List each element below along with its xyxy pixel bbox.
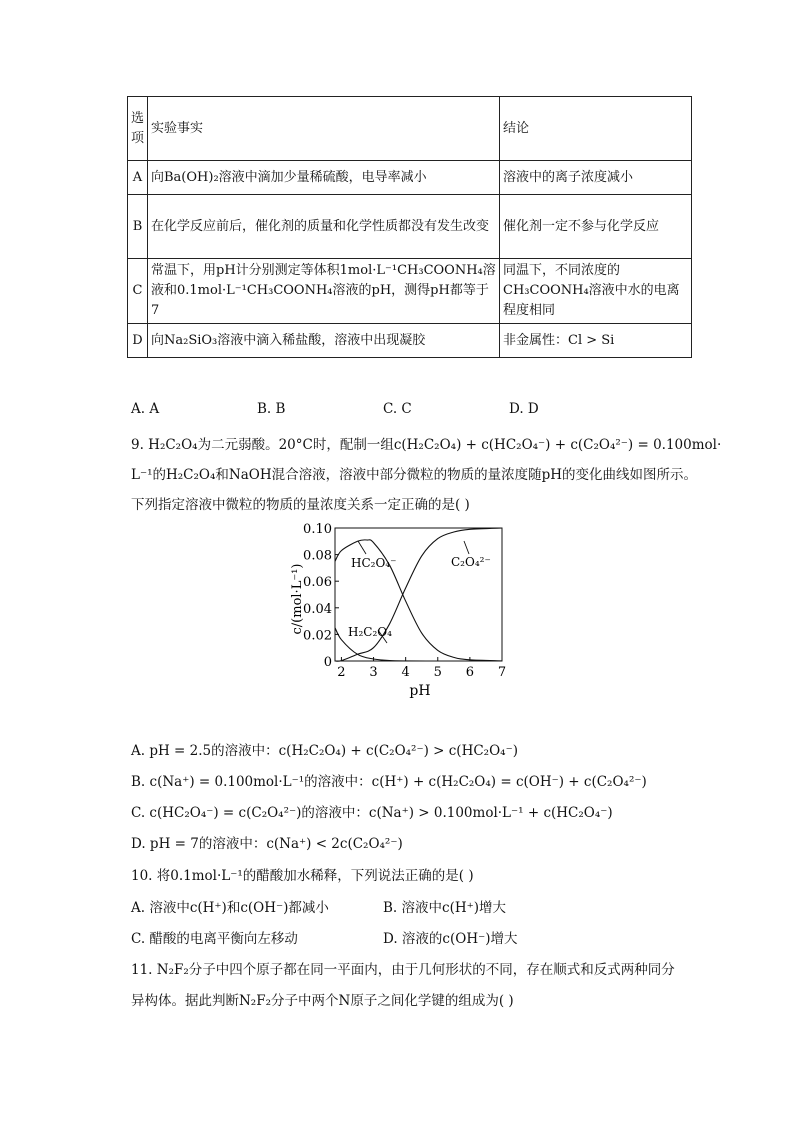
y-axis-label: c/(mol·L⁻¹) (290, 563, 305, 635)
table-row (128, 161, 692, 195)
q11-stem-line2: 异构体。据此判断N₂F₂分子中两个N原子之间化学键的组成为( ) (131, 993, 514, 1009)
option-c: C. 醋酸的电离平衡向左移动 (131, 931, 298, 947)
row-option: D (128, 324, 148, 358)
row-conclusion: 非金属性：Cl > Si (500, 324, 692, 358)
q8-table (127, 96, 692, 358)
header-fact: 实验事实 (148, 97, 500, 161)
table-row (128, 195, 692, 259)
series-label: C₂O₄²⁻ (451, 555, 491, 569)
series-label: H₂C₂O₄ (348, 625, 392, 639)
option-a: A. 溶液中c(H⁺)和c(OH⁻)都减小 (131, 900, 329, 916)
option-c: C. C (383, 401, 412, 417)
row-fact: 向Ba(OH)₂溶液中滴加少量稀硫酸，电导率减小 (148, 161, 500, 195)
q10-options-row2 (131, 927, 518, 947)
option-d: D. 溶液的c(OH⁻)增大 (383, 931, 518, 947)
chart-axes (335, 528, 502, 661)
y-tick-label: 0 (323, 655, 332, 670)
row-option: A (128, 161, 148, 195)
chart-ticks (303, 522, 506, 680)
x-tick-label: 7 (497, 665, 507, 680)
option-b: B. B (257, 401, 286, 417)
row-fact: 常温下，用pH计分别测定等体积1mol·L⁻¹CH₃COONH₄溶液和0.1mol·L⁻¹CH₃COONH₄溶液的pH，测得pH都等于7 (148, 259, 500, 324)
row-fact: 向Na₂SiO₃溶液中滴入稀盐酸，溶液中出现凝胶 (148, 324, 500, 358)
x-tick-label: 2 (337, 665, 346, 680)
row-conclusion: 溶液中的离子浓度减小 (500, 161, 692, 195)
q9-option-b: B. c(Na⁺) = 0.100mol·L⁻¹的溶液中：c(H⁺) + c(H₂C₂O₄) = c(OH⁻) + c(C₂O₄²⁻) (131, 774, 647, 790)
q10-stem: 10. 将0.1mol·L⁻¹的醋酸加水稀释，下列说法正确的是( ) (131, 868, 474, 884)
chart-curves (335, 528, 502, 661)
table-row (128, 259, 692, 324)
table-row (128, 324, 692, 358)
chart-series-labels (348, 541, 491, 643)
series-label-leader (358, 541, 366, 554)
option-a: A. A (131, 401, 160, 417)
row-option: B (128, 195, 148, 259)
row-option: C (128, 259, 148, 324)
row-fact: 在化学反应前后，催化剂的质量和化学性质都没有发生改变 (148, 195, 500, 259)
option-b: B. 溶液中c(H⁺)增大 (383, 900, 506, 916)
plot-frame (335, 528, 502, 661)
x-tick-label: 4 (401, 665, 410, 680)
q10-options-row1 (131, 896, 506, 916)
series-label: HC₂O₄⁻ (351, 556, 397, 570)
q9-option-d: D. pH = 7的溶液中：c(Na⁺) < 2c(C₂O₄²⁻) (131, 836, 403, 852)
q9-option-a: A. pH = 2.5的溶液中：c(H₂C₂O₄) + c(C₂O₄²⁻) > c(HC₂O₄⁻) (131, 743, 518, 759)
x-axis-label: pH (409, 683, 431, 699)
q9-stem-line3: 下列指定溶液中微粒的物质的量浓度关系一定正确的是( ) (131, 497, 470, 513)
y-tick-label: 0.10 (303, 522, 332, 537)
q9-stem-line2: L⁻¹的H₂C₂O₄和NaOH混合溶液，溶液中部分微粒的物质的量浓度随pH的变化曲线如图所示。 (131, 467, 698, 483)
row-conclusion: 催化剂一定不参与化学反应 (500, 195, 692, 259)
x-tick-label: 6 (465, 665, 475, 680)
y-tick-label: 0.08 (303, 548, 332, 564)
row-conclusion: 同温下，不同浓度的CH₃COONH₄溶液中水的电离程度相同 (500, 259, 692, 324)
option-d: D. D (509, 401, 539, 417)
concentration-ph-chart (288, 516, 518, 701)
x-tick-label: 5 (433, 665, 442, 680)
y-tick-label: 0.02 (303, 628, 332, 644)
q9-stem-line1: 9. H₂C₂O₄为二元弱酸。20°C时，配制一组c(H₂C₂O₄) + c(HC₂O₄⁻) + c(C₂O₄²⁻) = 0.100mol· (131, 437, 722, 453)
y-tick-label: 0.04 (303, 601, 332, 617)
series-label-leader (464, 541, 469, 554)
header-conclusion: 结论 (500, 97, 692, 161)
q9-option-c: C. c(HC₂O₄⁻) = c(C₂O₄²⁻)的溶液中：c(Na⁺) > 0.100mol·L⁻¹ + c(HC₂O₄⁻) (131, 805, 613, 821)
table-header-row (128, 97, 692, 161)
q11-stem-line1: 11. N₂F₂分子中四个原子都在同一平面内，由于几何形状的不同，存在顺式和反式两种同分 (131, 962, 675, 978)
header-option: 选项 (128, 97, 148, 161)
x-tick-label: 3 (369, 665, 378, 680)
q8-options (131, 401, 635, 417)
series-curve-2 (335, 528, 502, 661)
y-tick-label: 0.06 (303, 575, 332, 591)
